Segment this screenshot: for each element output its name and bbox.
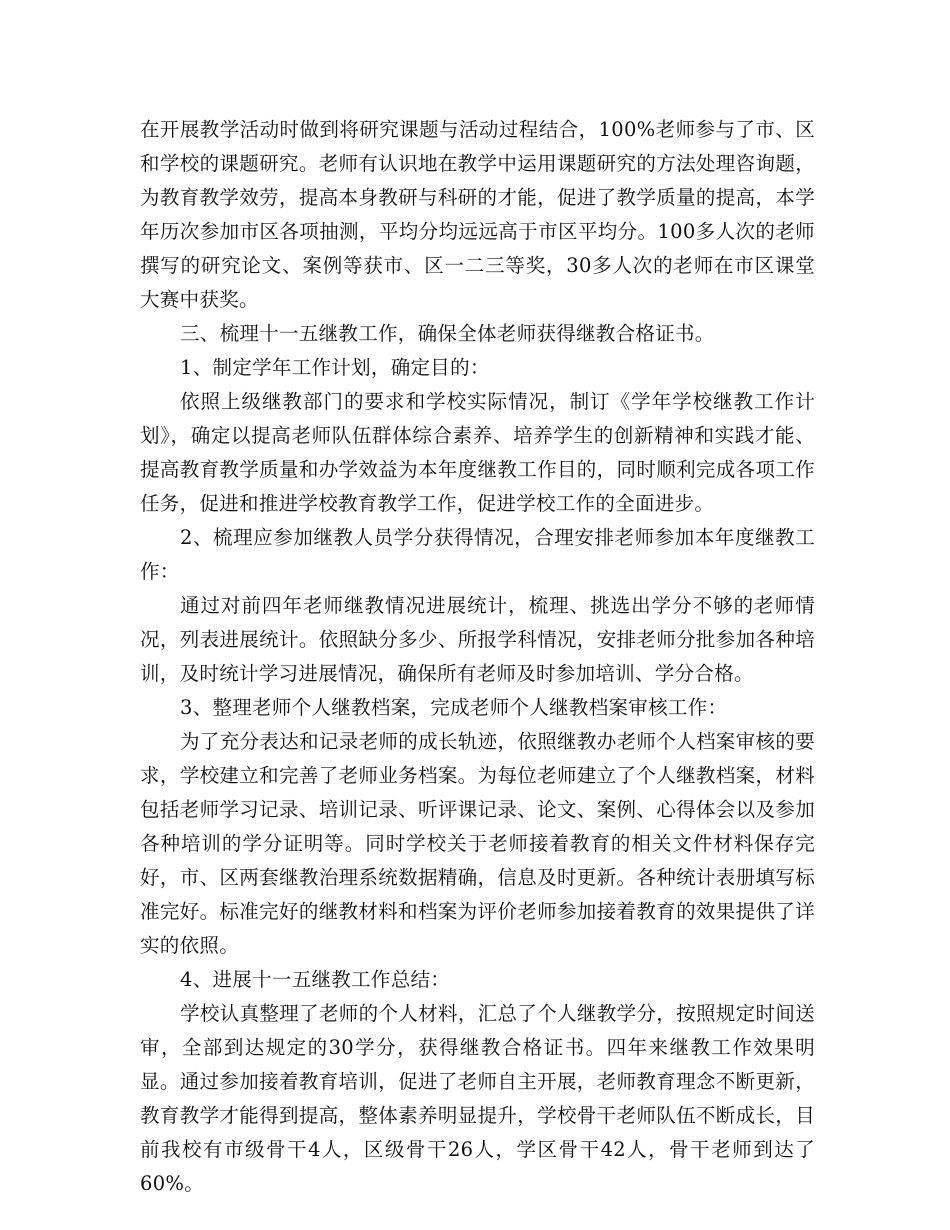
- document-body: [140, 113, 815, 1201]
- subheading-two: 2、梳理应参加继教人员学分获得情况，合理安排老师参加本年度继教工作：: [140, 526, 815, 583]
- subheading-four: 4、进展十一五继教工作总结：: [180, 968, 451, 991]
- paragraph-research-results: 在开展教学活动时做到将研究课题与活动过程结合，100%老师参与了市、区和学校的课题研究。老师有认识地在教学中运用课题研究的方法处理咨询题，为教育教学效劳，提高本身教研与科研的才能，促进了教学质量的提高，本学年历次参加市区各项抽测，平均分均远远高于市区平均分。100多人次的老师撰写的研究论文、案例等获市、区一二三等奖，30多人次的老师在市区课堂大赛中获奖。: [140, 118, 815, 311]
- heading-section-three: 三、梳理十一五继教工作，确保全体老师获得继教合格证书。: [180, 322, 715, 345]
- paragraph-credits: 通过对前四年老师继教情况进展统计，梳理、挑选出学分不够的老师情况，列表进展统计。依照缺分多少、所报学科情况，安排老师分批参加各种培训，及时统计学习进展情况，确保所有老师及时参加培训、学分合格。: [140, 594, 815, 685]
- subheading-one: 1、制定学年工作计划，确定目的：: [180, 356, 490, 379]
- subheading-three: 3、整理老师个人继教档案，完成老师个人继教档案审核工作：: [180, 696, 728, 719]
- paragraph-plan: 依照上级继教部门的要求和学校实际情况，制订《学年学校继教工作计划》，确定以提高老师队伍群体综合素养、培养学生的创新精神和实践才能、提高教育教学质量和办学效益为本年度继教工作目的，同时顺利完成各项工作任务，促进和推进学校教育教学工作，促进学校工作的全面进步。: [140, 390, 815, 515]
- paragraph-archives: 为了充分表达和记录老师的成长轨迹，依照继教办老师个人档案审核的要求，学校建立和完善了老师业务档案。为每位老师建立了个人继教档案，材料包括老师学习记录、培训记录、听评课记录、论文、案例、心得体会以及参加各种培训的学分证明等。同时学校关于老师接着教育的相关文件材料保存完好，市、区两套继教治理系统数据精确，信息及时更新。各种统计表册填写标准完好。标准完好的继教材料和档案为评价老师参加接着教育的效果提供了详实的依照。: [140, 730, 815, 957]
- paragraph-summary: 学校认真整理了老师的个人材料，汇总了个人继教学分，按照规定时间送审，全部到达规定的30学分，获得继教合格证书。四年来继教工作效果明显。通过参加接着教育培训，促进了老师自主开展，老师教育理念不断更新，教育教学才能得到提高，整体素养明显提升，学校骨干老师队伍不断成长，目前我校有市级骨干4人，区级骨干26人，学区骨干42人，骨干老师到达了60%。: [140, 1002, 815, 1195]
